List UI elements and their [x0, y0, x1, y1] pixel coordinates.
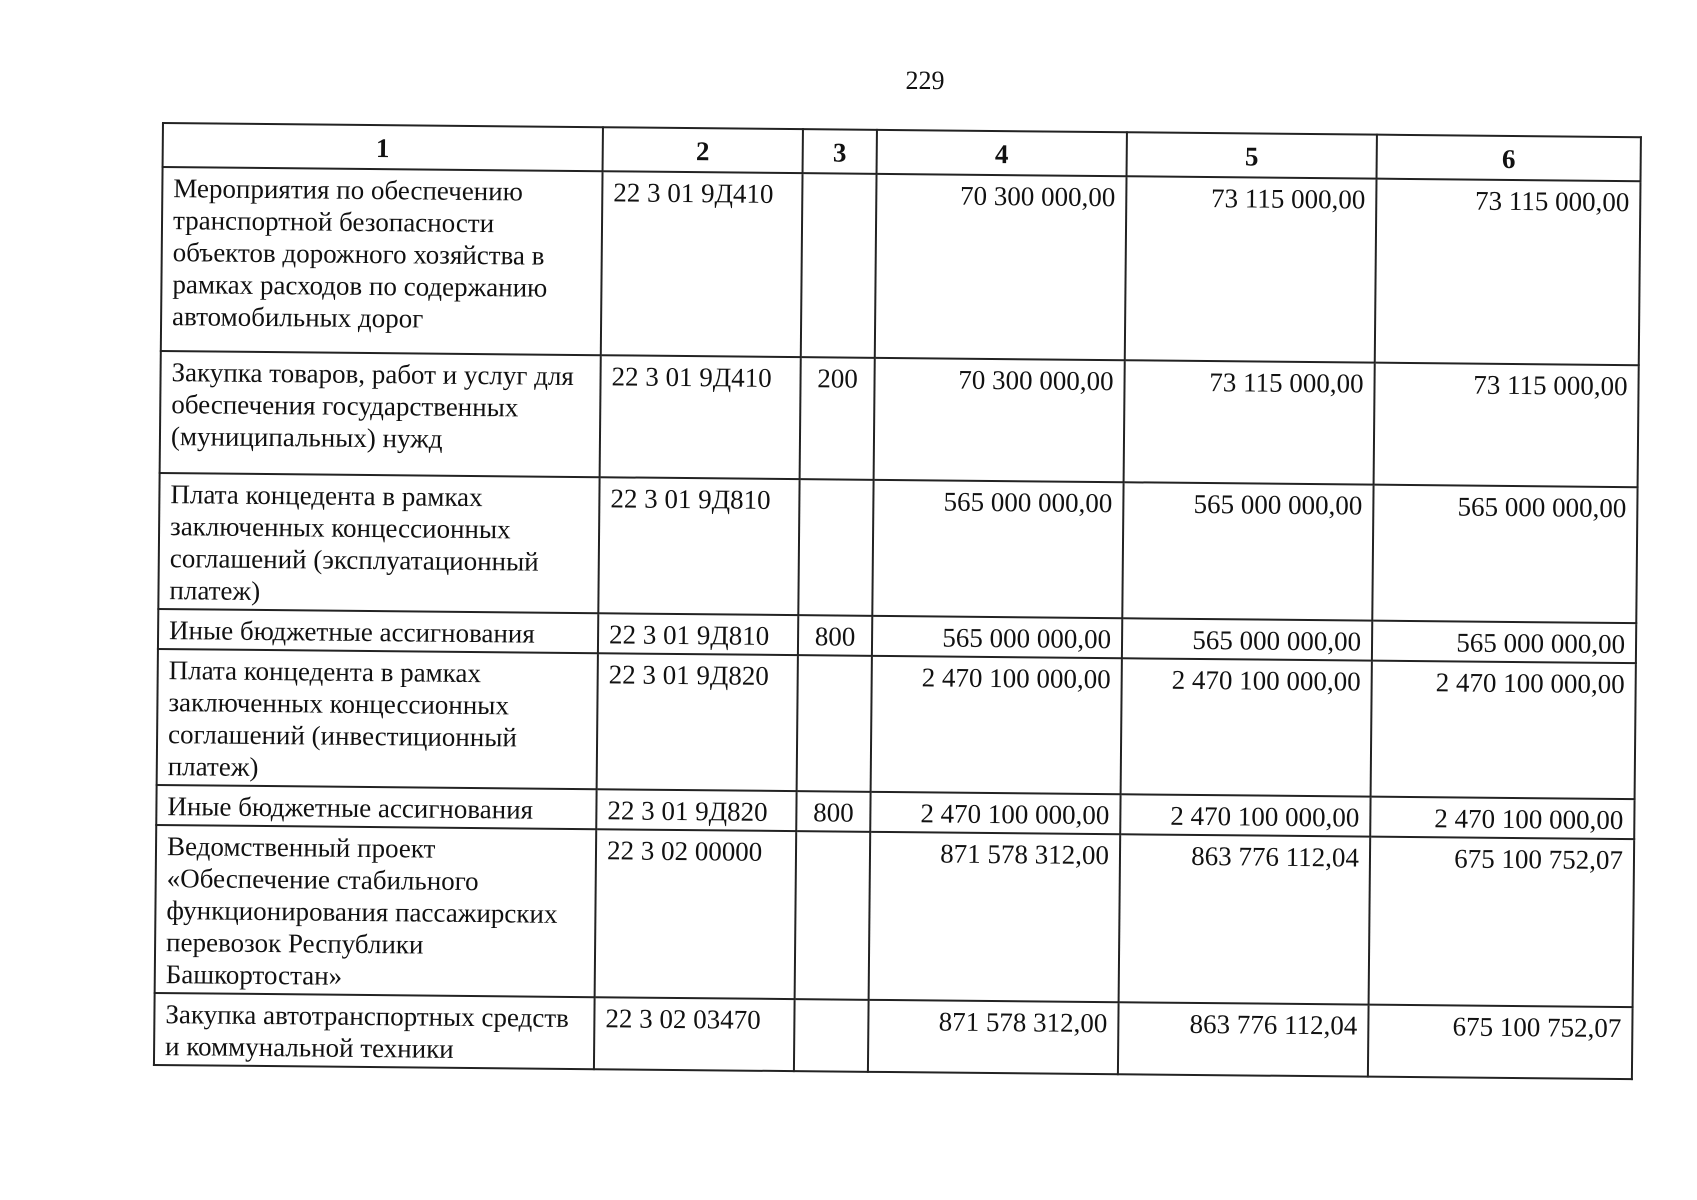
row-amount-4: 565 000 000,00: [872, 480, 1123, 618]
row-amount-5: 2 470 100 000,00: [1121, 658, 1372, 796]
header-col-4: 4: [877, 130, 1127, 176]
row-amount-4: 2 470 100 000,00: [871, 656, 1122, 794]
row-amount-4: 70 300 000,00: [875, 174, 1127, 360]
row-amount-6: 2 470 100 000,00: [1371, 661, 1636, 800]
table-row: [155, 825, 1635, 1007]
row-amount-5: 2 470 100 000,00: [1120, 794, 1370, 836]
row-code-cell: 22 3 01 9Д810: [598, 613, 798, 655]
row-name-cell: Ведомственный проект «Обеспечение стабильного функционирования пассажирских перевозок Республики Башкортостан»: [155, 825, 597, 997]
row-code-cell: 22 3 01 9Д410: [600, 355, 801, 479]
row-name-cell: Закупка автотранспортных средств и коммунальной техники: [154, 993, 595, 1069]
row-amount-5: 565 000 000,00: [1122, 482, 1373, 620]
row-amount-4: 2 470 100 000,00: [870, 792, 1120, 834]
row-amount-5: 73 115 000,00: [1125, 176, 1377, 362]
row-amount-5: 863 776 112,04: [1118, 1002, 1369, 1076]
header-col-5: 5: [1127, 132, 1377, 178]
table-row: [160, 351, 1639, 487]
row-type-cell: [794, 999, 869, 1072]
row-amount-6: 73 115 000,00: [1374, 363, 1639, 488]
header-col-6: 6: [1377, 135, 1641, 182]
row-code-cell: 22 3 02 03470: [594, 997, 795, 1071]
row-type-cell: [795, 831, 871, 1000]
row-amount-6: 675 100 752,07: [1369, 837, 1635, 1008]
table-row: [154, 993, 1633, 1079]
row-amount-4: 871 578 312,00: [869, 832, 1121, 1002]
header-col-3: 3: [803, 129, 877, 174]
row-name-cell: Закупка товаров, работ и услуг для обеспечения государственных (муниципальных) нужд: [160, 351, 601, 477]
row-amount-4: 70 300 000,00: [874, 358, 1125, 482]
row-name-cell: Иные бюджетные ассигнования: [158, 609, 598, 653]
header-col-1: 1: [163, 123, 603, 171]
row-amount-5: 565 000 000,00: [1122, 618, 1372, 660]
row-type-cell: [801, 173, 877, 358]
budget-table: [153, 122, 1642, 1080]
row-amount-5: 73 115 000,00: [1124, 360, 1375, 484]
page-number: 229: [905, 66, 945, 95]
row-code-cell: 22 3 01 9Д820: [596, 789, 796, 831]
row-type-cell: [797, 655, 872, 792]
row-code-cell: 22 3 01 9Д820: [597, 653, 798, 791]
row-type-cell: 200: [800, 357, 875, 480]
row-type-cell: 800: [796, 791, 870, 832]
row-amount-6: 675 100 752,07: [1368, 1005, 1633, 1080]
row-amount-6: 565 000 000,00: [1372, 485, 1637, 624]
row-name-cell: Плата концедента в рамках заключенных концессионных соглашений (эксплуатационный платеж): [158, 473, 599, 613]
row-name-cell: Мероприятия по обеспечению транспортной безопасности объектов дорожного хозяйства в рамках расходов по содержанию автомобильных дорог: [161, 167, 603, 355]
table-row: [157, 649, 1636, 799]
row-type-cell: [798, 479, 873, 616]
row-code-cell: 22 3 01 9Д410: [601, 171, 803, 357]
table-row: [161, 167, 1641, 365]
header-col-2: 2: [603, 127, 803, 173]
row-amount-4: 565 000 000,00: [872, 616, 1122, 658]
row-amount-6: 73 115 000,00: [1375, 179, 1641, 366]
row-code-cell: 22 3 02 00000: [595, 829, 797, 999]
row-type-cell: 800: [798, 615, 872, 656]
row-amount-5: 863 776 112,04: [1119, 834, 1371, 1004]
row-amount-4: 871 578 312,00: [868, 1000, 1119, 1074]
row-code-cell: 22 3 01 9Д810: [598, 477, 799, 615]
row-name-cell: Иные бюджетные ассигнования: [156, 785, 596, 829]
row-amount-6: 2 470 100 000,00: [1370, 797, 1634, 840]
row-amount-6: 565 000 000,00: [1372, 621, 1636, 664]
row-name-cell: Плата концедента в рамках заключенных концессионных соглашений (инвестиционный платеж): [157, 649, 598, 789]
table-row: [158, 473, 1637, 623]
